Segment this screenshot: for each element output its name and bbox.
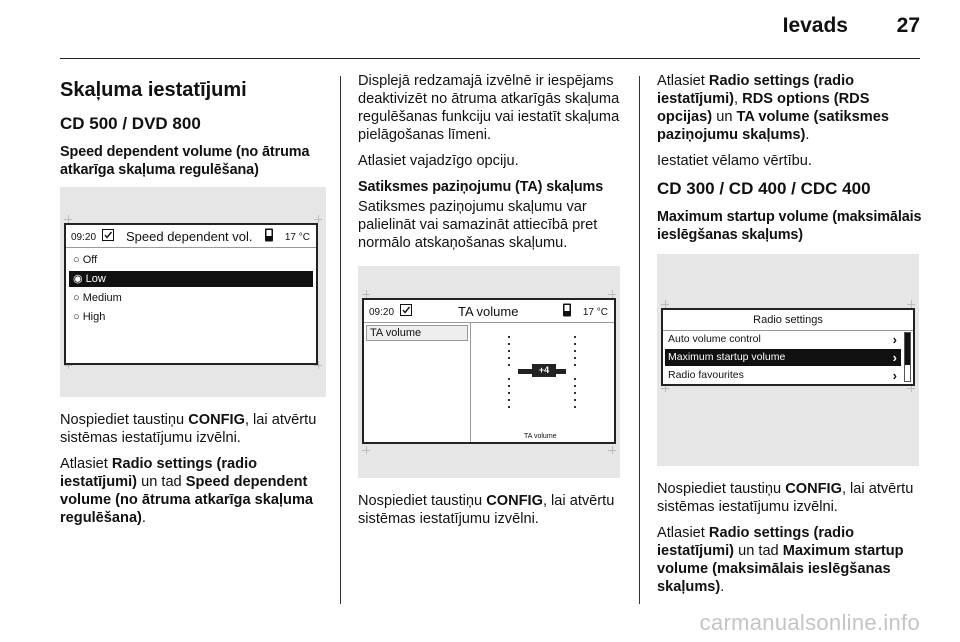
screen-illustration-radio-settings [657,254,919,466]
screen-illustration-ta-volume [358,266,620,478]
temperature: 17 °C [582,307,608,318]
paragraph: Atlasiet Radio settings (radio iestatījumi), RDS options (RDS opcijas) un TA volume (satiksmes paziņojumu skaļums). [657,73,889,143]
crop-mark-icon [608,290,616,298]
menu-row-radio-favourites[interactable]: Radio favourites › [668,368,897,383]
crop-mark-icon [314,215,322,223]
subsection-heading: Speed dependent volume (no ātruma atkarīga skaļuma regulēšana) [60,144,310,178]
slider-caption: TA volume [524,433,557,440]
screen-status-bar [364,300,614,323]
menu-row-maximum-startup-volume[interactable]: Maximum startup volume › [665,349,901,366]
header-rule [60,58,920,59]
paragraph: Nospiediet taustiņu CONFIG, lai atvērtu sistēmas iestatījumu izvēlni. [657,481,914,515]
column-2 [358,72,626,536]
model-heading: CD 300 / CD 400 / CDC 400 [657,179,871,198]
paragraph: Atlasiet Radio settings (radio iestatījumi) un tad Maximum startup volume (maksimālais ieslēgšanas skaļums). [657,525,904,595]
column-1 [60,72,326,535]
column-3 [657,72,922,604]
section-title: Ievads [782,14,848,37]
crop-mark-icon [907,300,915,308]
model-heading: CD 500 / DVD 800 [60,114,201,133]
menu-row-auto-volume[interactable]: Auto volume control › [668,332,897,347]
temperature: 17 °C [284,232,310,243]
phone-icon [562,303,572,317]
column-divider-1 [340,76,341,604]
subsection-heading: Maximum startup volume (maksimālais ieslēgšanas skaļums) [657,209,922,243]
list-item-ta-volume[interactable]: TA volume [366,325,468,341]
chevron-right-icon: › [892,332,897,347]
scrollbar[interactable] [904,332,911,382]
paragraph: Satiksmes paziņojumu skaļumu var palielināt vai samazināt attiecībā pret normālo atskaņošanas skaļumu. [358,199,598,251]
crop-mark-icon [608,446,616,454]
page-number: 27 [896,14,920,37]
screen-status-bar [66,225,316,248]
screen-title: Speed dependent vol. [126,229,253,244]
clock: 09:20 [369,307,395,318]
screen-title: Radio settings [663,310,913,331]
chevron-right-icon: › [892,368,897,383]
subsection-heading: Satiksmes paziņojumu (TA) skaļums [358,179,604,195]
display-screen [64,223,318,365]
paragraph: Atlasiet vajadzīgo opciju. [358,153,519,169]
option-medium[interactable]: ○ Medium [73,292,122,304]
chevron-right-icon: › [892,350,897,365]
section-heading: Skaļuma iestatījumi [60,79,247,101]
option-low[interactable]: ◉ Low [69,271,313,287]
paragraph: Nospiediet taustiņu CONFIG, lai atvērtu sistēmas iestatījumu izvēlni. [60,412,317,446]
clock: 09:20 [71,232,97,243]
crop-mark-icon [661,300,669,308]
watermark: carmanualsonline.info [699,610,920,635]
paragraph: Iestatiet vēlamo vērtību. [657,153,812,169]
list-pane [364,323,471,442]
scrollbar-thumb[interactable] [905,333,910,365]
display-screen [661,308,915,386]
option-off[interactable]: ○ Off [73,254,98,266]
column-divider-2 [639,76,640,604]
display-screen [362,298,616,444]
screen-illustration-speed-volume [60,187,326,397]
paragraph: Displejā redzamajā izvēlnē ir iespējams deaktivizēt no ātruma atkarīgās skaļuma regulēšanas funkciju vai iestatīt skaļuma pielāgošanas līmeni. [358,73,620,143]
back-icon [400,304,412,316]
paragraph: Atlasiet Radio settings (radio iestatījumi) un tad Speed dependent volume (no ātruma atkarīga skaļuma regulēšana). [60,456,314,526]
phone-icon [264,228,274,242]
crop-mark-icon [362,290,370,298]
paragraph: Nospiediet taustiņu CONFIG, lai atvērtu sistēmas iestatījumu izvēlni. [358,493,615,527]
back-icon [102,229,114,241]
screen-title: TA volume [458,304,519,319]
crop-mark-icon [64,215,72,223]
volume-value: +4 [532,364,556,377]
crop-mark-icon [362,446,370,454]
option-high[interactable]: ○ High [73,311,106,323]
